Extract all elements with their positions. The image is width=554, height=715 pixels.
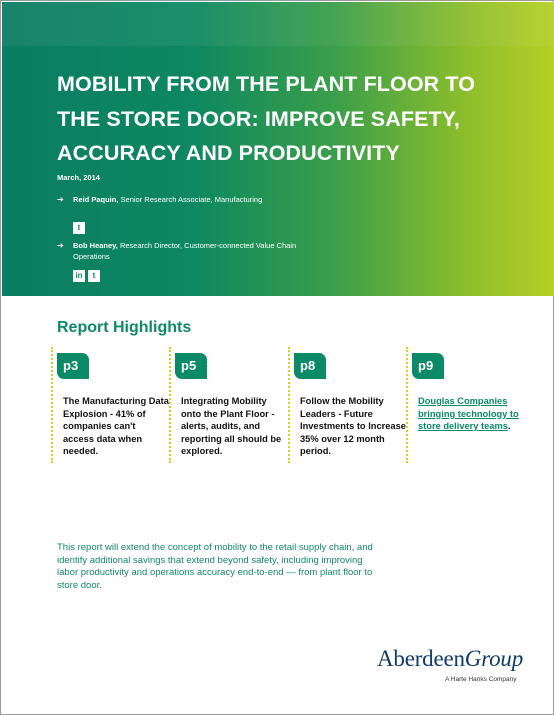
highlight-item [406, 347, 519, 463]
author-social-links [73, 270, 100, 282]
arrow-icon: ➔ [57, 241, 64, 250]
dotted-divider [288, 347, 290, 463]
publication-date: March, 2014 [57, 173, 100, 182]
author-name: Reid Paquin, [73, 195, 119, 204]
report-title: MOBILITY FROM THE PLANT FLOOR TO THE STORE DOOR: IMPROVE SAFETY, ACCURACY AND PRODUCTIVITY [57, 72, 476, 165]
highlight-item [288, 347, 406, 463]
douglas-companies-link[interactable]: Douglas Companies bringing technology to store delivery teams [418, 396, 519, 432]
page-badge: p9 [412, 353, 444, 379]
twitter-icon[interactable]: t [73, 222, 85, 234]
highlight-item [51, 347, 169, 463]
arrow-icon: ➔ [57, 195, 64, 204]
author-social-links [73, 222, 85, 234]
report-summary: This report will extend the concept of mobility to the retail supply chain, and identify additional savings that extend beyond safety, including improving labor productivity and operations accuracy end-to-end — from plant floor to store door. [57, 542, 373, 591]
author-text [73, 240, 297, 262]
highlight-text: Follow the Mobility Leaders - Future Investments to Increase 35% over 12 month period. [300, 396, 406, 457]
author-bob-heaney [57, 240, 297, 264]
page-badge: p5 [175, 353, 207, 379]
logo-main: Aberdeen [377, 646, 465, 671]
link-suffix: . [507, 421, 511, 432]
logo-italic: Group [464, 646, 524, 671]
author-role: Senior Research Associate, Manufacturing [120, 195, 263, 204]
highlight-text: The Manufacturing Data Explosion - 41% of companies can't access data when needed. [63, 396, 169, 457]
page-badge: p8 [294, 353, 326, 379]
dotted-divider [51, 347, 53, 463]
linkedin-icon[interactable]: in [73, 270, 85, 282]
author-role: Research Director, Customer-connected Value Chain Operations [73, 241, 297, 261]
author-reid-paquin [57, 194, 297, 218]
logo-wordmark [377, 646, 531, 672]
page-badge: p3 [57, 353, 89, 379]
aberdeen-group-logo [377, 646, 531, 683]
twitter-icon[interactable]: t [88, 270, 100, 282]
dotted-divider [406, 347, 408, 463]
highlight-text [418, 395, 524, 433]
author-name: Bob Heaney, [73, 241, 118, 250]
dotted-divider [169, 347, 171, 463]
author-text [73, 194, 297, 205]
highlight-item [169, 347, 282, 463]
logo-tagline: A Harte Hanks Company [445, 676, 517, 683]
hero-top-band [2, 2, 554, 46]
highlights-heading: Report Highlights [57, 319, 192, 336]
highlight-text: Integrating Mobility onto the Plant Floor - alerts, audits, and reporting all should be explored. [181, 396, 282, 457]
